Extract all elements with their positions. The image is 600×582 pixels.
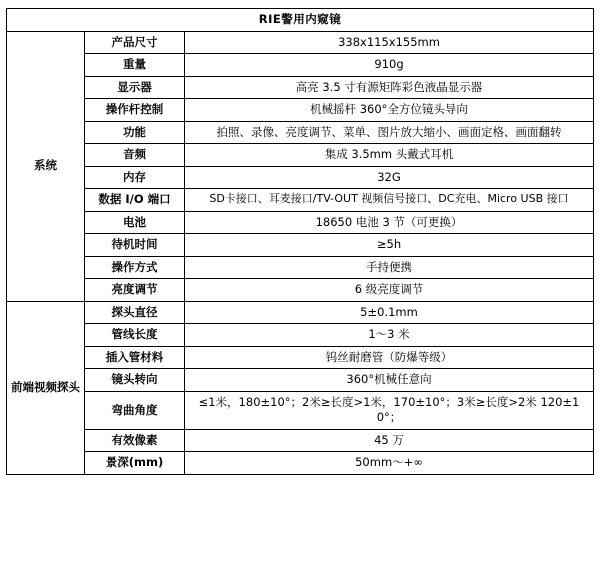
row-label: 插入管材料: [85, 346, 185, 369]
row-value: 拍照、录像、亮度调节、菜单、图片放大缩小、画面定格、画面翻转: [185, 121, 594, 144]
table-row: [7, 166, 594, 189]
table-row: [7, 391, 594, 429]
row-label: 景深(mm): [85, 452, 185, 475]
table-row: [7, 369, 594, 392]
group-label-front-probe: 前端视频探头: [7, 301, 85, 474]
row-label: 重量: [85, 54, 185, 77]
row-label: 亮度调节: [85, 279, 185, 302]
row-value: 50mm～+∞: [185, 452, 594, 475]
row-value: 338x115x155mm: [185, 31, 594, 54]
row-value: 5±0.1mm: [185, 301, 594, 324]
table-row: [7, 429, 594, 452]
row-label: 操作杆控制: [85, 99, 185, 122]
table-row: [7, 144, 594, 167]
row-value: ≥5h: [185, 234, 594, 257]
row-label: 电池: [85, 211, 185, 234]
table-row: [7, 121, 594, 144]
row-value: 高亮 3.5 寸有源矩阵彩色液晶显示器: [185, 76, 594, 99]
row-label: 内存: [85, 166, 185, 189]
row-label: 功能: [85, 121, 185, 144]
row-value: 集成 3.5mm 头戴式耳机: [185, 144, 594, 167]
row-value: 360°机械任意向: [185, 369, 594, 392]
row-value: 45 万: [185, 429, 594, 452]
table-row: [7, 279, 594, 302]
row-label: 操作方式: [85, 256, 185, 279]
row-label: 显示器: [85, 76, 185, 99]
row-value: 6 级亮度调节: [185, 279, 594, 302]
row-value: 18650 电池 3 节（可更换）: [185, 211, 594, 234]
table-row: [7, 211, 594, 234]
row-value: SD卡接口、耳麦接口/TV-OUT 视频信号接口、DC充电、Micro USB 接口: [185, 189, 594, 212]
row-label: 数据 I/O 端口: [85, 189, 185, 212]
row-value: 机械摇杆 360°全方位镜头导向: [185, 99, 594, 122]
row-label: 音频: [85, 144, 185, 167]
table-row: [7, 54, 594, 77]
row-label: 探头直径: [85, 301, 185, 324]
row-value: 手持便携: [185, 256, 594, 279]
table-row: [7, 452, 594, 475]
table-row: [7, 99, 594, 122]
row-value: 910g: [185, 54, 594, 77]
document-title: RIE警用内窥镜: [7, 9, 594, 32]
table-row: [7, 324, 594, 347]
row-value: 1～3 米: [185, 324, 594, 347]
row-label: 待机时间: [85, 234, 185, 257]
specification-table: [6, 8, 594, 475]
row-value: ≤1米，180±10°；2米≥长度>1米，170±10°；3米≥长度>2米 120±10°；: [185, 391, 594, 429]
row-label: 产品尺寸: [85, 31, 185, 54]
row-label: 管线长度: [85, 324, 185, 347]
table-row: [7, 76, 594, 99]
row-value: 32G: [185, 166, 594, 189]
row-label: 弯曲角度: [85, 391, 185, 429]
table-row: [7, 31, 594, 54]
table-row: [7, 256, 594, 279]
table-row: [7, 301, 594, 324]
table-row: [7, 346, 594, 369]
table-title-row: [7, 9, 594, 32]
table-row: [7, 234, 594, 257]
row-label: 有效像素: [85, 429, 185, 452]
row-label: 镜头转向: [85, 369, 185, 392]
group-label-system: 系统: [7, 31, 85, 301]
row-value: 钨丝耐磨管（防爆等级）: [185, 346, 594, 369]
table-row: [7, 189, 594, 212]
